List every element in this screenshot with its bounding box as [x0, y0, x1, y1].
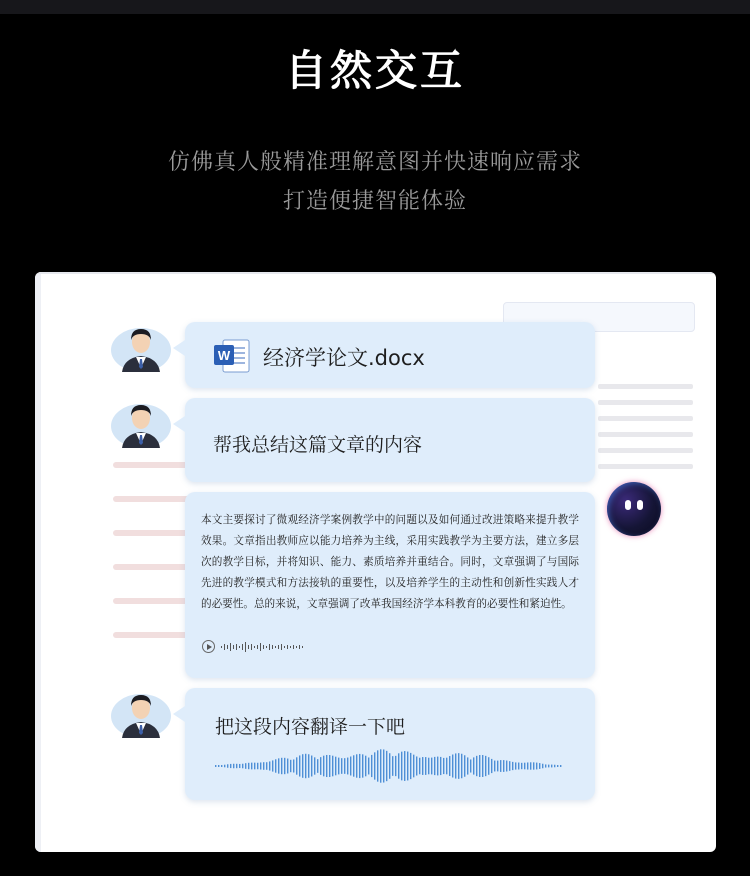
- background-text-line: [598, 400, 693, 405]
- file-name: 经济学论文.docx: [263, 346, 425, 370]
- robot-eye: [625, 500, 631, 510]
- page-title: 自然交互: [284, 46, 465, 95]
- panel-top-stripe: [35, 272, 716, 274]
- file-message-bubble[interactable]: [185, 322, 595, 388]
- svg-text:W: W: [217, 348, 231, 363]
- panel-left-stripe: [35, 272, 41, 852]
- user-avatar-icon: [110, 686, 172, 738]
- chat-panel: [35, 272, 716, 852]
- voice-waveform-icon: [215, 748, 565, 784]
- play-icon[interactable]: [202, 640, 215, 653]
- subtitle-line-2: 打造便捷智能体验: [282, 189, 467, 214]
- ai-reply-text: 本文主要探讨了微观经济学案例教学中的问题以及如何通过改进策略来提升教学效果。文章指出教师应以能力培养为主线，采用实践教学为主要方法，建立多层次的教学目标，并将知识、能力、素质培养并重结合。同时，文章强调了与国际先进的教学模式和方法接轨的重要性，以及培养学生的主动性和创新性实践人才的必要性。总的来说，文章强调了改革我国经济学本科教育的必要性和紧迫性。: [201, 514, 579, 610]
- robot-eye: [637, 500, 643, 510]
- audio-player[interactable]: [202, 640, 311, 653]
- background-text-line: [598, 384, 693, 389]
- background-text-line: [598, 432, 693, 437]
- ai-assistant-avatar-icon: [607, 482, 661, 536]
- top-bar: [0, 0, 750, 14]
- user-avatar-icon: [110, 320, 172, 372]
- user-message-text: 把这段内容翻译一下吧: [215, 716, 406, 738]
- user-message-bubble: [185, 398, 595, 482]
- background-text-line: [598, 416, 693, 421]
- background-text-line: [598, 448, 693, 453]
- subtitle-line-1: 仿佛真人般精准理解意图并快速响应需求: [167, 150, 582, 175]
- user-avatar-icon: [110, 396, 172, 448]
- ai-reply-bubble: [185, 492, 595, 678]
- audio-waveform-icon: [221, 641, 311, 653]
- user-message-text: 帮我总结这篇文章的内容: [213, 434, 423, 456]
- user-voice-message-bubble[interactable]: [185, 688, 595, 800]
- word-document-icon: [213, 339, 251, 373]
- background-text-line: [598, 464, 693, 469]
